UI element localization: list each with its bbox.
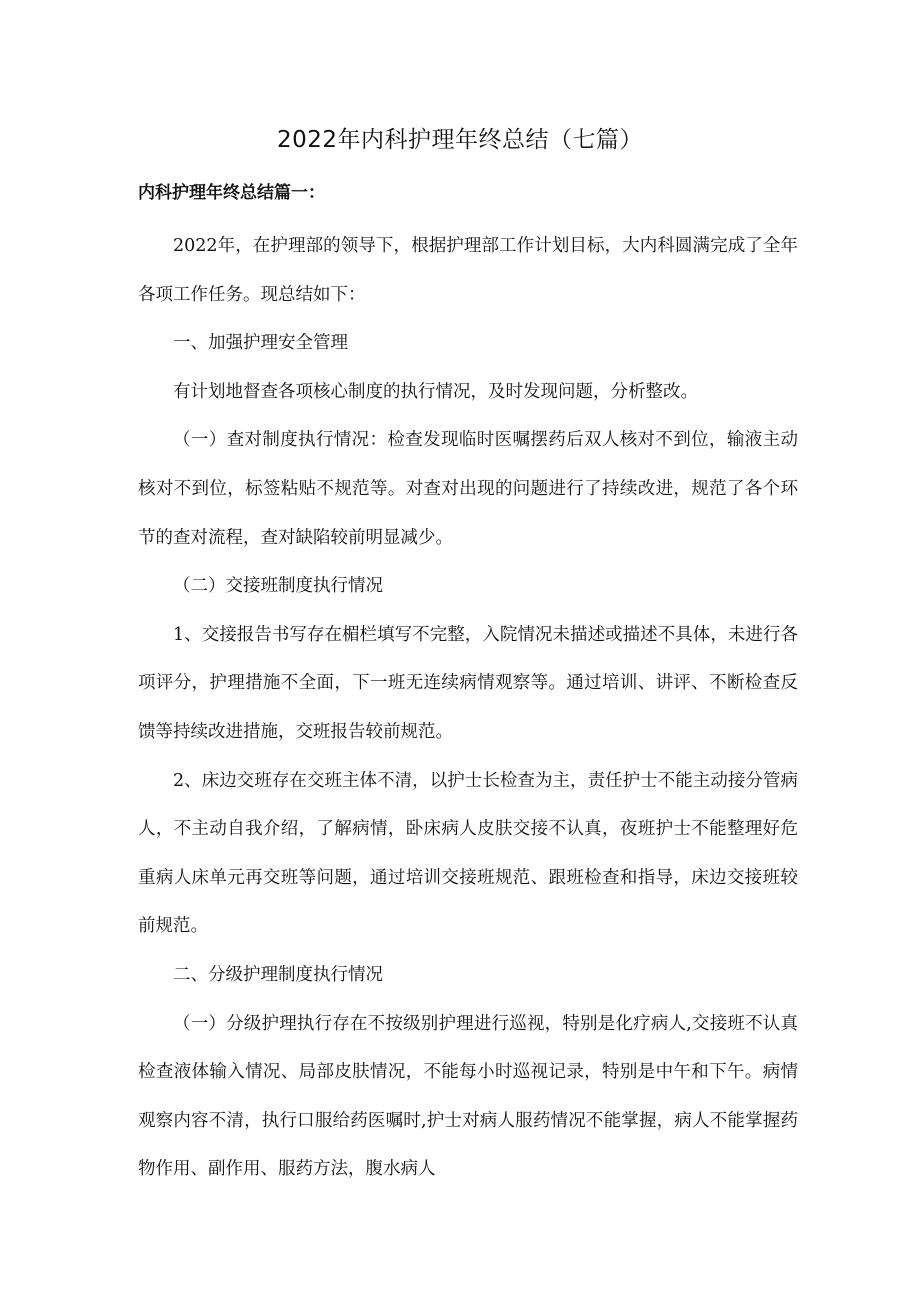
paragraph: （一）分级护理执行存在不按级别护理进行巡视，特别是化疗病人,交接班不认真检查液体输入情况、局部皮肤情况，不能每小时巡视记录，特别是中午和下午。病情观察内容不清，执行口服给药医嘱时,护士对病人服药情况不能掌握，病人不能掌握药物作用、副作用、服药方法，腹水病人 bbox=[138, 1013, 798, 1180]
document-title: 2022年内科护理年终总结（七篇） bbox=[276, 127, 644, 153]
paragraph: 二、分级护理制度执行情况 bbox=[173, 964, 383, 985]
document-body bbox=[138, 222, 798, 1194]
paragraph: 1、交接报告书写存在楣栏填写不完整，入院情况未描述或描述不具体，未进行各项评分，护理措施不全面，下一班无连续病情观察等。通过培训、讲评、不断检查反馈等持续改进措施，交班报告较前规范。 bbox=[138, 624, 798, 742]
paragraph: （二）交接班制度执行情况 bbox=[173, 576, 383, 597]
paragraph: 一、加强护理安全管理 bbox=[173, 333, 348, 354]
section-heading: 内科护理年终总结篇一： bbox=[138, 183, 325, 203]
paragraph: 2、床边交班存在交班主体不清，以护士长检查为主，责任护士不能主动接分管病人，不主动自我介绍，了解病情，卧床病人皮肤交接不认真，夜班护士不能整理好危重病人床单元再交班等问题，通过培训交接班规范、跟班检查和指导，床边交接班较前规范。 bbox=[138, 770, 798, 937]
paragraph: 有计划地督查各项核心制度的执行情况，及时发现问题，分析整改。 bbox=[173, 381, 698, 402]
paragraph: 2022年，在护理部的领导下，根据护理部工作计划目标，大内科圆满完成了全年各项工作任务。现总结如下： bbox=[138, 236, 798, 305]
paragraph: （一）查对制度执行情况：检查发现临时医嘱摆药后双人核对不到位，输液主动核对不到位，标签粘贴不规范等。对查对出现的问题进行了持续改进，规范了各个环节的查对流程，查对缺陷较前明显减少。 bbox=[138, 430, 798, 548]
